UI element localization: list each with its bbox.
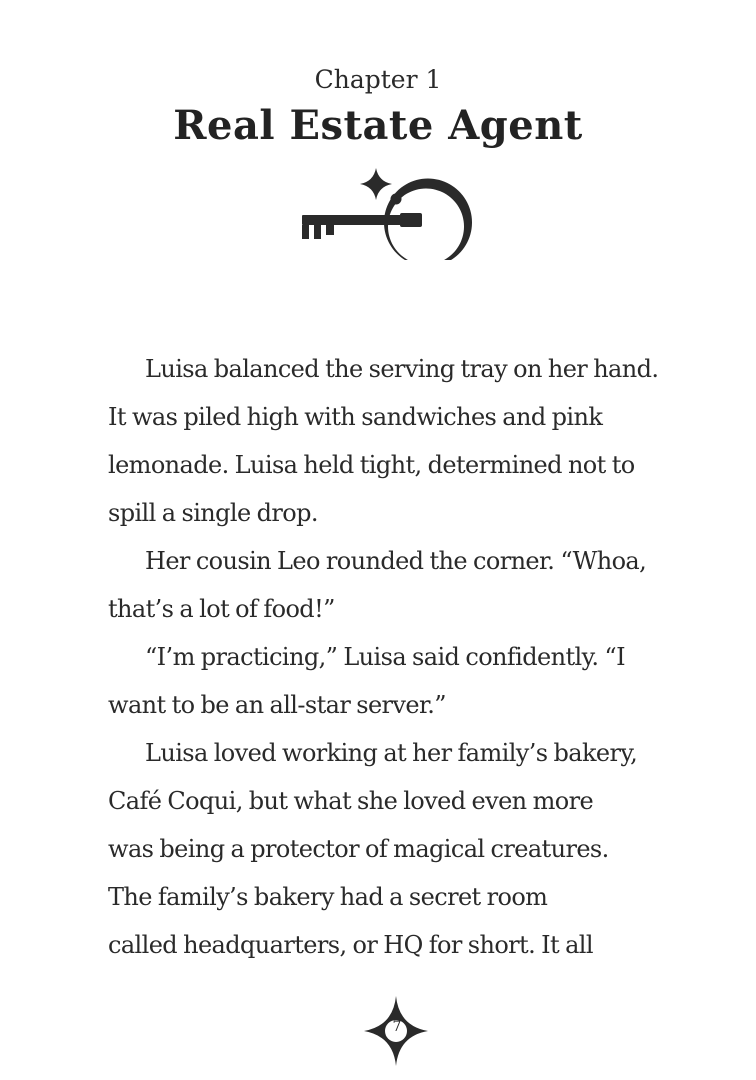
text-line: was being a protector of magical creatures. <box>108 835 609 863</box>
sparkle-icon <box>360 168 392 200</box>
text-line: Café Coqui, but what she loved even more <box>108 787 594 815</box>
text-line: Luisa balanced the serving tray on her hand. <box>145 355 659 383</box>
text-line: want to be an all-star server.” <box>108 691 446 719</box>
key-icon <box>302 213 422 239</box>
chapter-title: Real Estate Agent <box>173 102 583 149</box>
text-line: lemonade. Luisa held tight, determined not to <box>108 451 635 479</box>
text-line: It was piled high with sandwiches and pink <box>108 403 603 431</box>
paragraph <box>108 633 698 729</box>
paragraph <box>108 537 698 633</box>
text-line: called headquarters, or HQ for short. It all <box>108 931 593 959</box>
text-line: The family’s bakery had a secret room <box>108 883 548 911</box>
text-line: “I’m practicing,” Luisa said confidently. “I <box>145 643 625 671</box>
chapter-body <box>108 345 698 969</box>
text-line: Luisa loved working at her family’s bakery, <box>145 739 638 767</box>
text-line: Her cousin Leo rounded the corner. “Whoa, <box>145 547 647 575</box>
paragraph <box>108 345 698 537</box>
page-number: 7 <box>392 1019 402 1035</box>
text-line: that’s a lot of food!” <box>108 595 335 623</box>
chapter-number: Chapter 1 <box>314 65 442 94</box>
paragraph <box>108 729 698 969</box>
text-line: spill a single drop. <box>108 499 318 527</box>
chapter-ornament <box>296 164 496 260</box>
